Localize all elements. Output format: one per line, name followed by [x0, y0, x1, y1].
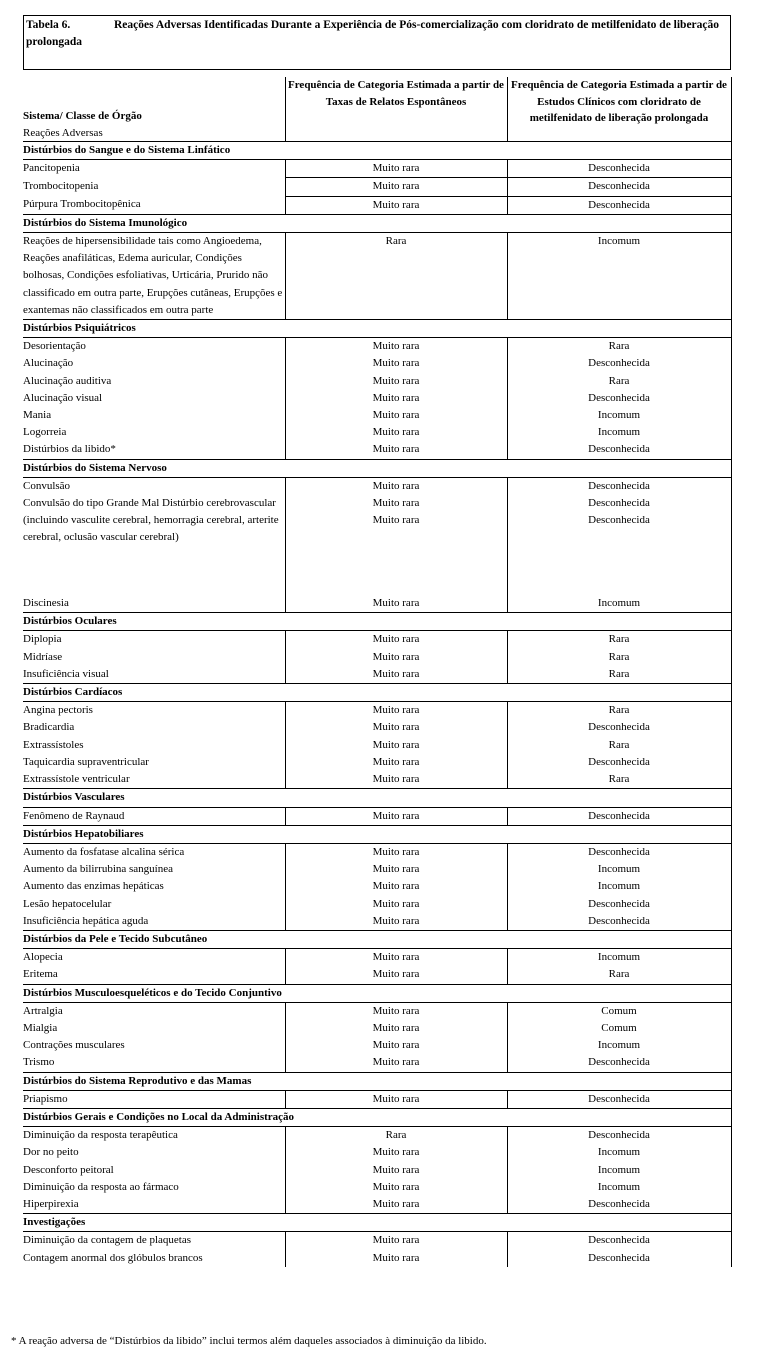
clinical-frequency-cell: Incomum — [507, 595, 731, 613]
table-number: Tabela 6. — [26, 19, 71, 31]
spontaneous-frequency-cell: Muito rara — [285, 160, 507, 178]
section-title: Distúrbios Hepatobiliares — [23, 825, 731, 843]
header-system-organ-class — [23, 77, 285, 142]
spontaneous-frequency-cell: Muito rara — [285, 355, 507, 372]
table-row — [23, 966, 731, 984]
clinical-frequency-cell: Rara — [507, 373, 731, 390]
table-row — [23, 666, 731, 684]
table-title — [23, 15, 731, 70]
table-row — [23, 719, 731, 736]
spontaneous-frequency-cell: Muito rara — [285, 178, 507, 196]
clinical-frequency-cell: Desconhecida — [507, 1196, 731, 1214]
footnote: * A reação adversa de “Distúrbios da libido” inclui termos além daqueles associados à diminuição da libido. — [11, 1335, 487, 1347]
section-header-row — [23, 1072, 731, 1090]
spontaneous-frequency-cell: Muito rara — [285, 1232, 507, 1250]
clinical-frequency-cell: Incomum — [507, 949, 731, 967]
table-row — [23, 233, 731, 320]
spontaneous-frequency-cell: Muito rara — [285, 966, 507, 984]
reaction-cell: Extrassístoles — [23, 738, 84, 751]
spontaneous-frequency-cell: Muito rara — [285, 737, 507, 754]
section-header-row — [23, 459, 731, 477]
adverse-reactions-table — [23, 77, 732, 1267]
clinical-frequency-cell: Desconhecida — [507, 196, 731, 214]
table-row — [23, 631, 731, 649]
clinical-frequency-cell: Incomum — [507, 1162, 731, 1179]
table-row — [23, 702, 731, 720]
section-header-row — [23, 1214, 731, 1232]
table-row — [23, 338, 731, 356]
clinical-frequency-cell: Desconhecida — [507, 1090, 731, 1108]
reaction-cell: Reações de hipersensibilidade tais como Angioedema, Reações anafiláticas, Edema auricular, Condições bolhosas, Condições esfoliativas, Urticária, Prurido não classificado em outra parte, Erupções cutâneas, Erupções e exantemas não classificados em outra parte — [23, 235, 283, 316]
reaction-cell: Convulsão — [23, 479, 71, 492]
spontaneous-frequency-cell: Muito rara — [285, 1002, 507, 1020]
table-row — [23, 1054, 731, 1072]
spontaneous-frequency-cell: Muito rara — [285, 1144, 507, 1161]
table-row — [23, 495, 731, 595]
reaction-cell: Trombocitopenia — [23, 179, 99, 192]
clinical-frequency-cell: Desconhecida — [507, 843, 731, 861]
clinical-frequency-cell: Incomum — [507, 878, 731, 895]
spontaneous-frequency-cell: Muito rara — [285, 407, 507, 424]
reaction-cell: Trismo — [23, 1056, 55, 1069]
spontaneous-frequency-cell: Muito rara — [285, 702, 507, 720]
table-row — [23, 595, 731, 613]
clinical-frequency-cell: Rara — [507, 666, 731, 684]
clinical-frequency-cell: Rara — [507, 966, 731, 984]
spontaneous-frequency-cell: Muito rara — [285, 1162, 507, 1179]
table-row — [23, 913, 731, 931]
table-row — [23, 373, 731, 390]
clinical-frequency-cell: Desconhecida — [507, 178, 731, 196]
spontaneous-frequency-cell: Muito rara — [285, 843, 507, 861]
table-row — [23, 477, 731, 495]
reaction-cell: Diminuição da resposta ao fármaco — [23, 1180, 179, 1193]
spontaneous-frequency-cell: Muito rara — [285, 441, 507, 459]
clinical-frequency-cell: Desconhecida — [507, 913, 731, 931]
clinical-frequency-cell: Incomum — [507, 861, 731, 878]
reaction-cell: Artralgia — [23, 1004, 63, 1017]
reaction-cell: Fenômeno de Raynaud — [23, 809, 125, 822]
table-row — [23, 441, 731, 459]
spontaneous-frequency-cell: Muito rara — [285, 896, 507, 913]
reaction-cell: Hiperpirexia — [23, 1197, 79, 1210]
clinical-frequency-cell: Comum — [507, 1002, 731, 1020]
reaction-cell: Aumento das enzimas hepáticas — [23, 880, 164, 893]
reaction-cell: Alucinação auditiva — [23, 374, 112, 387]
clinical-frequency-cell: Incomum — [507, 424, 731, 441]
clinical-frequency-cell: Comum — [507, 1020, 731, 1037]
table-row — [23, 896, 731, 913]
clinical-frequency-cell: Desconhecida — [507, 477, 731, 495]
table-row — [23, 1250, 731, 1267]
spontaneous-frequency-cell: Muito rara — [285, 631, 507, 649]
reaction-cell: Mialgia — [23, 1021, 58, 1034]
spontaneous-frequency-cell: Muito rara — [285, 878, 507, 895]
spontaneous-frequency-cell: Muito rara — [285, 1020, 507, 1037]
header-col1-title: Sistema/ Classe de Órgão — [23, 110, 142, 122]
reaction-cell: Bradicardia — [23, 721, 75, 734]
reaction-cell: Logorreia — [23, 426, 67, 439]
section-header-row — [23, 142, 731, 160]
clinical-frequency-cell: Desconhecida — [507, 807, 731, 825]
section-title: Distúrbios Gerais e Condições no Local da Administração — [23, 1108, 731, 1126]
spontaneous-frequency-cell: Muito rara — [285, 1037, 507, 1054]
clinical-frequency-cell: Rara — [507, 771, 731, 789]
reaction-cell: Taquicardia supraventricular — [23, 755, 149, 768]
clinical-frequency-cell: Rara — [507, 338, 731, 356]
clinical-frequency-cell: Desconhecida — [507, 896, 731, 913]
clinical-frequency-cell: Incomum — [507, 1037, 731, 1054]
section-header-row — [23, 789, 731, 807]
spontaneous-frequency-cell: Rara — [285, 1127, 507, 1145]
table-row — [23, 771, 731, 789]
spontaneous-frequency-cell: Muito rara — [285, 649, 507, 666]
header-clinical-frequency: Frequência de Categoria Estimada a partir de Estudos Clínicos com cloridrato de metilfenidato de liberação prolongada — [507, 77, 731, 142]
reaction-cell: Lesão hepatocelular — [23, 897, 112, 910]
clinical-frequency-cell: Incomum — [507, 1179, 731, 1196]
spontaneous-frequency-cell: Muito rara — [285, 861, 507, 878]
reaction-cell: Contagem anormal dos glóbulos brancos — [23, 1251, 203, 1264]
section-title: Distúrbios do Sangue e do Sistema Linfático — [23, 142, 731, 160]
spontaneous-frequency-cell: Muito rara — [285, 666, 507, 684]
reaction-cell: Discinesia — [23, 597, 69, 610]
spontaneous-frequency-cell: Muito rara — [285, 477, 507, 495]
spontaneous-frequency-cell: Muito rara — [285, 754, 507, 771]
reaction-cell: Alucinação visual — [23, 391, 103, 404]
spontaneous-frequency-cell: Muito rara — [285, 390, 507, 407]
reaction-cell: Angina pectoris — [23, 704, 93, 717]
clinical-frequency-cell: Rara — [507, 631, 731, 649]
clinical-frequency-cell: Rara — [507, 737, 731, 754]
table-row — [23, 649, 731, 666]
spontaneous-frequency-cell: Muito rara — [285, 1090, 507, 1108]
section-title: Distúrbios da Pele e Tecido Subcutâneo — [23, 930, 731, 948]
table-row — [23, 1196, 731, 1214]
spontaneous-frequency-cell: Muito rara — [285, 595, 507, 613]
section-header-row — [23, 825, 731, 843]
spontaneous-frequency-cell: Muito rara — [285, 949, 507, 967]
reaction-cell: Diminuição da contagem de plaquetas — [23, 1234, 191, 1247]
clinical-frequency-cell: Desconhecida — [507, 1250, 731, 1267]
spontaneous-frequency-cell: Muito rara — [285, 424, 507, 441]
clinical-frequency-cell: Rara — [507, 702, 731, 720]
section-header-row — [23, 684, 731, 702]
table-row — [23, 1090, 731, 1108]
spontaneous-frequency-cell: Muito rara — [285, 771, 507, 789]
section-header-row — [23, 320, 731, 338]
section-header-row — [23, 613, 731, 631]
spontaneous-frequency-cell: Muito rara — [285, 1054, 507, 1072]
spontaneous-frequency-cell: Muito rara — [285, 338, 507, 356]
reaction-cell: Alopecia — [23, 951, 63, 964]
table-row — [23, 160, 731, 178]
section-header-row — [23, 984, 731, 1002]
table-row — [23, 424, 731, 441]
clinical-frequency-cell: Desconhecida — [507, 1054, 731, 1072]
table-row — [23, 737, 731, 754]
section-title: Distúrbios Oculares — [23, 613, 731, 631]
section-header-row — [23, 930, 731, 948]
spontaneous-frequency-cell: Muito rara — [285, 719, 507, 736]
clinical-frequency-cell: Desconhecida Desconhecida — [507, 495, 731, 595]
section-title: Distúrbios Musculoesqueléticos e do Tecido Conjuntivo — [23, 984, 731, 1002]
spontaneous-frequency-cell: Muito rara — [285, 196, 507, 214]
table-row — [23, 1020, 731, 1037]
reaction-cell: Diminuição da resposta terapêutica — [23, 1129, 178, 1142]
spontaneous-frequency-cell: Muito rara — [285, 1250, 507, 1267]
section-title: Investigações — [23, 1214, 731, 1232]
table-row — [23, 1162, 731, 1179]
table-row — [23, 1232, 731, 1250]
table-row — [23, 754, 731, 771]
table-row — [23, 390, 731, 407]
spontaneous-frequency-cell: Muito rara Muito rara — [285, 495, 507, 595]
spontaneous-frequency-cell: Rara — [285, 233, 507, 320]
reaction-cell: Diplopia — [23, 633, 62, 646]
reaction-cell: Mania — [23, 409, 52, 422]
header-col1-subtitle: Reações Adversas — [23, 126, 103, 139]
reaction-cell: Convulsão do tipo Grande Mal Distúrbio cerebrovascular (incluindo vasculite cerebral, hemorragia cerebral, arterite cerebral, oclusão vascular cerebral) — [23, 497, 279, 544]
reaction-cell: Midríase — [23, 650, 63, 663]
table-caption: Reações Adversas Identificadas Durante a Experiência de Pós-comercialização com cloridrato de metilfenidato de liberação prolongada — [26, 19, 720, 48]
clinical-frequency-cell: Incomum — [507, 1144, 731, 1161]
section-title: Distúrbios Vasculares — [23, 789, 731, 807]
clinical-frequency-cell: Desconhecida — [507, 719, 731, 736]
section-header-row — [23, 214, 731, 232]
table-row — [23, 355, 731, 372]
spontaneous-frequency-cell: Muito rara — [285, 1196, 507, 1214]
section-title: Distúrbios do Sistema Imunológico — [23, 214, 731, 232]
table-row — [23, 1037, 731, 1054]
reaction-cell: Distúrbios da libido* — [23, 443, 116, 456]
table-row — [23, 1179, 731, 1196]
table-row — [23, 178, 731, 196]
clinical-frequency-cell: Incomum — [507, 407, 731, 424]
table-row — [23, 1002, 731, 1020]
section-title: Distúrbios do Sistema Reprodutivo e das Mamas — [23, 1072, 731, 1090]
table-row — [23, 878, 731, 895]
clinical-frequency-cell: Incomum — [507, 233, 731, 320]
reaction-cell: Púrpura Trombocitopênica — [23, 198, 141, 211]
table-row — [23, 1144, 731, 1161]
reaction-cell: Priapismo — [23, 1092, 68, 1105]
clinical-frequency-cell: Desconhecida — [507, 390, 731, 407]
table-row — [23, 843, 731, 861]
spontaneous-frequency-cell: Muito rara — [285, 913, 507, 931]
reaction-cell: Contrações musculares — [23, 1039, 125, 1052]
clinical-frequency-cell: Desconhecida — [507, 1127, 731, 1145]
table-header-row — [23, 77, 731, 142]
clinical-frequency-cell: Desconhecida — [507, 1232, 731, 1250]
reaction-cell: Eritema — [23, 968, 58, 981]
table-row — [23, 861, 731, 878]
clinical-frequency-cell: Desconhecida — [507, 160, 731, 178]
spontaneous-frequency-cell: Muito rara — [285, 373, 507, 390]
reaction-cell: Desorientação — [23, 340, 86, 353]
header-spontaneous-frequency: Frequência de Categoria Estimada a partir de Taxas de Relatos Espontâneos — [285, 77, 507, 142]
clinical-frequency-cell: Desconhecida — [507, 441, 731, 459]
clinical-frequency-cell: Rara — [507, 649, 731, 666]
spontaneous-frequency-cell: Muito rara — [285, 807, 507, 825]
table-row — [23, 407, 731, 424]
reaction-cell: Pancitopenia — [23, 162, 80, 175]
reaction-cell: Alucinação — [23, 357, 74, 370]
reaction-cell: Extrassístole ventricular — [23, 773, 130, 786]
table-row — [23, 807, 731, 825]
clinical-frequency-cell: Desconhecida — [507, 754, 731, 771]
reaction-cell: Desconforto peitoral — [23, 1163, 114, 1176]
section-title: Distúrbios Cardíacos — [23, 684, 731, 702]
reaction-cell: Dor no peito — [23, 1146, 79, 1159]
clinical-frequency-cell: Desconhecida — [507, 355, 731, 372]
section-title: Distúrbios do Sistema Nervoso — [23, 459, 731, 477]
table-body — [23, 142, 731, 1267]
reaction-cell: Insuficiência hepática aguda — [23, 914, 149, 927]
spontaneous-frequency-cell: Muito rara — [285, 1179, 507, 1196]
table-row — [23, 949, 731, 967]
reaction-cell: Insuficiência visual — [23, 667, 109, 680]
reaction-cell: Aumento da bilirrubina sanguínea — [23, 863, 173, 876]
reaction-cell: Aumento da fosfatase alcalina sérica — [23, 845, 185, 858]
section-title: Distúrbios Psiquiátricos — [23, 320, 731, 338]
table-row — [23, 196, 731, 214]
section-header-row — [23, 1108, 731, 1126]
table-row — [23, 1127, 731, 1145]
